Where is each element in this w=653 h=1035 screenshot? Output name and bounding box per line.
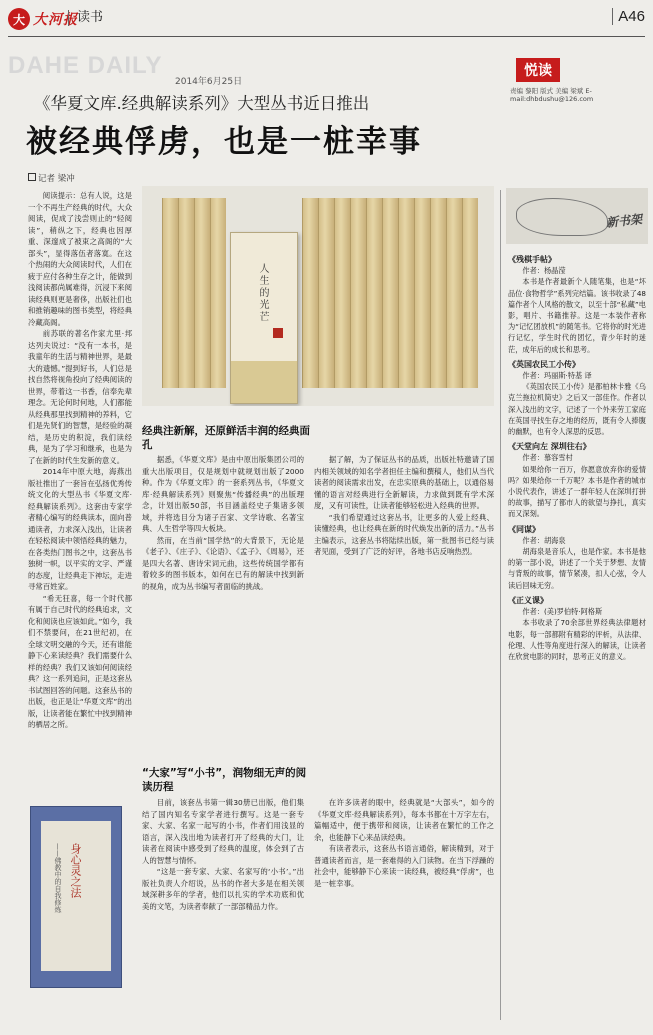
lead-column — [28, 190, 132, 794]
book-listing — [508, 524, 646, 591]
top-divider — [8, 36, 645, 37]
page-number: A46 — [612, 8, 645, 25]
book-listing — [508, 254, 646, 355]
brand-title: DAHE DAILY — [8, 52, 163, 79]
book-summary: 胡海泉是音乐人，也是作家。本书是他的第一部小说，讲述了一个关于梦想、友情与背叛的故事，情节紧凑，扣人心弦，令人读后回味无穷。 — [508, 547, 646, 590]
body-column: 据悉，《华夏文库》是由中原出版集团公司的重大出版项目，仅是规划中就规划出版了2000种。作为《华夏文库》的一套系列丛书，《华夏文库·经典解读系列》则聚焦“传播经典”的出版理念，计划出版50部，书目涵盖经史子集诸多领域，并将选目分为诸子百家、文学诗歌、名著宝典、人生哲学等四大板块。 然而，在当前“国学热”的大背景下，无论是《老子》、《庄子》、《论语》、《孟子》、《周易》，还是四大名著、唐诗宋词元曲，这些传统国学都有着较多的图书版本，如何在已有的解读中找到新的视角，成为丛书编写者面临的挑战。 — [142, 455, 304, 591]
book-summary: 如果给你一百万，你愿意放弃你的爱情吗？如果给你一千万呢？本书是作者的城市小说代表作，讲述了一群年轻人在深圳打拼的故事，描写了都市人的欲望与挣扎，真实而又深刻。 — [508, 464, 646, 519]
book-title: 《天堂向左 深圳往右》 — [508, 442, 591, 452]
book-listing — [508, 359, 646, 437]
article-subtitle: 《华夏文库.经典解读系列》大型丛书近日推出 — [34, 94, 370, 113]
byline-box-icon — [28, 173, 36, 181]
new-books-illustration — [506, 188, 648, 244]
seal-icon — [273, 328, 283, 338]
editor-credits: 责编 黎阳 版式 美编 梁斌 E-mail:dhbdushu@126.com — [510, 87, 594, 103]
book-author: 作者：玛丽斯·特基 译 — [522, 371, 592, 381]
lead-paragraph: 2014年中原大地，海燕出版社推出了一套旨在弘扬优秀传统文化的大型丛书《华夏文库·经典解读系列》。这套由专家学者精心编写的经典读本，面向普通读者，力求深入浅出，让读者在轻松阅读中领悟经典的魅力，在各类热门图书之中，这套丛书独树一帜，以平实的文字、严谨的态度，让经典走下神坛，走进寻常百姓家。 — [28, 467, 132, 591]
cover-title: 人生的光芒 — [257, 263, 268, 323]
new-books-column — [508, 250, 646, 1022]
column-badge: 悦读 — [516, 58, 560, 82]
lead-paragraph: 前苏联的著名作家尤里·邦达列夫说过：“没有一本书，是我童年的生活与精神世界，是最大的遗憾。”提到好书，人们总是找自然将视角投向了经典阅读的世界，带着这一书香，信奉先辈理念。无论何时何地，人们都能从经典那里找到精神的养料，它们是先贤们的智慧，是经验的凝结，是历史的积淀，我们读经典，是为了学习和继承，也是为了在新的时代生发新的意义。 — [28, 329, 132, 465]
illustration-label: 新书架 — [605, 212, 643, 230]
book-set-photo — [142, 186, 494, 406]
book-summary: 《英国农民工小传》是都柏林卡雅《乌克兰拖拉机简史》之后又一部佳作。作者以深入浅出的文字，记述了一个外来劳工家庭在英国寻找生存之地的经历，既有令人捧腹的幽默，也有令人深思的反思。 — [508, 382, 646, 437]
book-cover-title: 身心灵之法 — [69, 843, 82, 898]
article-headline: 被经典俘虏，也是一桩幸事 — [26, 124, 422, 160]
book-author: 作者：(美)罗伯特·阿格斯 — [522, 607, 603, 617]
book-title: 《正义课》 — [508, 595, 548, 605]
section-heading: “大家”写“小书”，润物细无声的阅读历程 — [142, 767, 307, 793]
book-title: 《残棋手帖》 — [508, 255, 556, 264]
book-cover-image — [30, 806, 122, 988]
byline: 记者 梁冲 — [28, 172, 75, 184]
featured-book-cover — [230, 232, 298, 404]
body-column: 目前，该套丛书第一辑30册已出版，他们集结了国内知名专家学者进行撰写。这是一套专家、大家、名家一起写的小书，作者们用浅显的语言，深入浅出地为读者打开了经典的大门，让读者在阅读中感受到了经典的温度，体会到了古人的智慧与情怀。 “这是一套专家、大家、名家写的‘小书’。”出版社负责人介绍说，丛书的作者大多是在相关领域深耕多年的学者，他们以扎实的学术功底和优美的文笔，为读者奉献了一部部精品力作。 — [142, 798, 304, 911]
book-title: 《英国农民工小传》 — [508, 359, 580, 369]
book-author: 作者：胡海泉 — [522, 535, 566, 545]
book-listing — [508, 441, 646, 519]
body-column: 在许多读者的眼中，经典就是“大部头”，如今的《华夏文库·经典解读系列》，每本书都在十万字左右，篇幅适中，便于携带和阅读，让读者在繁忙的工作之余，也能静下心来品读经典。 有读者表示，这套丛书语言通俗，解读精到，对于普通读者而言，是一套难得的入门读物。在当下浮躁的社会中，能够静下心来读一读经典，被经典“俘虏”，也是一桩幸事。 — [314, 798, 494, 888]
book-listing — [508, 595, 646, 662]
book-summary: 本书是作者最新个人随笔集，也是“坏品位·食物哲学”系列完结篇。该书收录了48篇作者个人风格的散文，以至十部“私藏”电影，唱片、书籍推荐。这是一本装作者称为“记忆团放机”的随笔书。它将你的时光进行记忆，学生时代的团忆，青少年时的迷茫，成年后的成长和思考。 — [508, 277, 646, 354]
section-name: 读书 — [68, 10, 103, 26]
book-title: 《同谋》 — [508, 524, 540, 534]
logo-text: 大河报 — [33, 12, 78, 28]
book-summary: 本书收录了70余部世界经典法律题材电影，每一部都附有精彩的评析，从法律、伦理、人性等角度进行深入的解读，让读者在欣赏电影的同时，思考正义的意义。 — [508, 618, 646, 661]
issue-date: 2014年6月25日 — [175, 77, 243, 87]
book-author: 作者：慕容雪村 — [522, 453, 573, 463]
book-cover-subtitle: ——佛教中的自我修炼 — [54, 843, 62, 913]
section-heading: 经典注新解，还原鲜活丰润的经典面孔 — [142, 425, 310, 451]
column-divider — [500, 190, 501, 1020]
logo-icon: 大 — [8, 8, 30, 30]
lead-paragraph: 阅读提示：总有人说，这是一个不再生产经典的时代，大众阅读，促成了浅尝则止的“轻阅读”，稍纵之下，经典也因厚重、深邃成了被束之高阁的“大部头”，显得落伍者落寞。在这个热闹的大众阅读时代，人们在疲于应付各种生存之计，能做到浅阅读都尚属难得，沉浸下来阅读经典则更是奢侈，出版社们也和推销趣味的图书类型，将经典冷藏高阁。 — [28, 191, 132, 327]
book-author: 作者：杨晶滢 — [522, 266, 566, 276]
body-column: 据了解，为了保证丛书的品质，出版社特邀请了国内相关领域的知名学者担任主编和撰稿人，他们从当代读者的阅读需求出发，在忠实原典的基础上，以通俗易懂的语言对经典进行全新解读，力求做到既有学术深度，又有可读性，让读者能够轻松进入经典的世界。 “我们希望通过这套丛书，让更多的人爱上经典、读懂经典，也让经典在新的时代焕发出新的活力。”丛书主编表示，这套丛书将陆续出版，第一批图书已经与读者见面，受到了广泛的好评，各地书店反响热烈。 — [314, 455, 494, 556]
lead-paragraph: “希无狂喜，每一个时代都有属于自己时代的经典追求，文化和阅读也应该如此。”如今，我们不禁要问，在21世纪初，在全球文明交融的今天，还有谁能静下心来读经典？我们需要什么样的经典？我们又该如何阅读经典？这一系列追问，正是这套丛书试图回答的问题。这套丛书的出版，也正是让“华夏文库”的出版，让读者能在繁忙中找到精神的栖居之所。 — [28, 593, 132, 729]
